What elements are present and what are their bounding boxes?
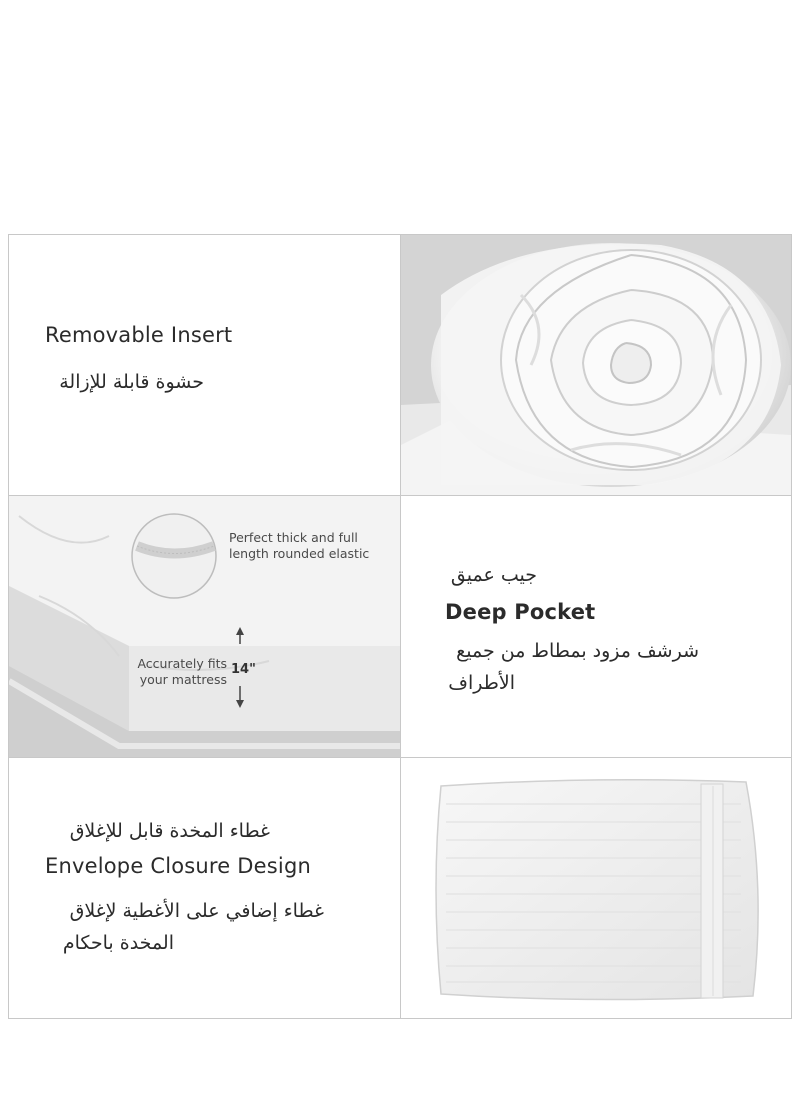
pillow-image	[401, 758, 791, 1018]
duvet-photo-panel	[401, 235, 791, 496]
rolled-duvet-image	[401, 235, 791, 496]
pillow-photo-panel	[401, 758, 791, 1018]
fit-note-line2: your mattress	[139, 672, 227, 687]
feature-grid	[8, 234, 792, 1019]
removable-insert-panel	[9, 235, 401, 496]
envelope-closure-panel	[9, 758, 401, 1018]
deep-pocket-title-ar: جيب عميق	[450, 564, 537, 586]
envelope-closure-title: Envelope Closure Design	[45, 854, 312, 878]
depth-label: 14"	[231, 662, 256, 677]
elastic-note-line1: Perfect thick and full	[229, 530, 358, 545]
envelope-closure-desc-line1: غطاء إضافي على الأغطية لإغلاق	[69, 900, 324, 922]
deep-pocket-desc-line2: الأطراف	[448, 672, 515, 694]
elastic-note	[229, 530, 369, 562]
envelope-closure-title-ar: غطاء المخدة قابل للإغلاق	[69, 820, 270, 842]
fit-note	[127, 656, 227, 688]
removable-insert-title-ar: حشوة قابلة للإزالة	[59, 371, 204, 393]
removable-insert-title: Removable Insert	[45, 323, 233, 347]
deep-pocket-panel	[401, 496, 791, 758]
elastic-note-line2: length rounded elastic	[229, 546, 370, 561]
deep-pocket-desc-line1: شرشف مزود بمطاط من جميع	[456, 640, 699, 662]
deep-pocket-title: Deep Pocket	[445, 600, 596, 624]
fitted-sheet-photo-panel	[9, 496, 401, 758]
fit-note-line1: Accurately fits	[137, 656, 227, 671]
envelope-closure-desc-line2: المخدة باحكام	[62, 932, 174, 954]
